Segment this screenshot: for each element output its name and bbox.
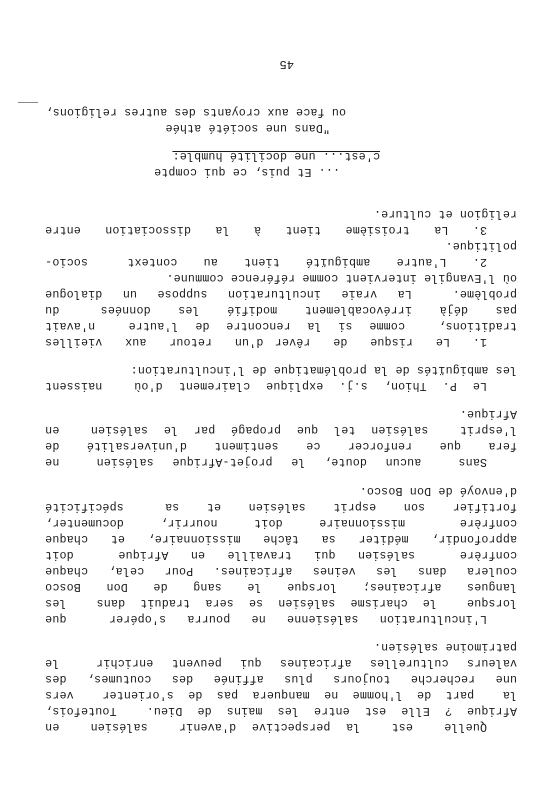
- paragraph1-line: valeurs culturelles africaines qui peuvent enrichir le: [45, 656, 517, 669]
- paragraph3-line: Afrique.: [459, 407, 517, 420]
- paragraph2-line: confrère salésien qui travaille en Afrique doit: [45, 548, 517, 561]
- paragraph1-line: Quelle est la perspective d'avenir salésien en: [45, 720, 487, 733]
- paragraph3-line: fera que renforcer ce sentiment d'universalité de: [45, 439, 517, 452]
- paragraph2-line: d'envoyé de Don Bosco.: [359, 484, 517, 497]
- paragraph1-line: une recherche toujours plus affinée des coutumes, des: [45, 672, 517, 685]
- closing-line: ... Et puis, ce qui compte: [153, 165, 340, 178]
- paragraph3-line: Sans aucun doute, le projet-Afrique salésien ne: [45, 455, 487, 468]
- paragraph1-line: patrimoine salésien.: [373, 640, 517, 653]
- list-item1-line: pas déjà irrévocablement modifié les données du: [45, 303, 517, 316]
- closing-line-underlined: c'est... une docilité humble:: [172, 149, 380, 162]
- paragraph3-line: l'esprit salésien tel que propagé par le salésien en: [45, 423, 517, 436]
- paragraph1-line: Afrique ? Elle est entre les mains de Dieu. Toutefois,: [45, 704, 517, 717]
- list-item1-line: problème. La vraie inculturation suppose un dialogue: [45, 287, 517, 300]
- list-item3-line: 3. La troisième tient à la dissociation entre: [45, 223, 487, 236]
- paragraph4-line: les ambiguïtés de la problématique de l'inculturation:: [130, 363, 517, 376]
- paragraph2-line: langues africaines; lorsque le sang de Don Bosco: [45, 580, 517, 593]
- list-item2-line: politique.: [445, 239, 517, 252]
- paragraph2-line: fortifier son esprit salésien et sa spécificité: [45, 500, 517, 513]
- paragraph2-line: coulera dans les veines africaines. Pour cela, chaque: [45, 564, 517, 577]
- list-item1-line: où l'Evangile intervient comme référence commune.: [166, 271, 517, 284]
- paragraph1-line: la part de l'homme ne manquera pas de s'orienter vers: [45, 688, 517, 701]
- paragraph2-line: lorsque le charisme salésien se sera traduit dans les: [45, 596, 517, 609]
- binding-mark: [18, 102, 38, 103]
- list-item2-line: 2. L'autre ambiguïté tient au context socio-: [45, 255, 487, 268]
- paragraph4-line: Le P. Thion, s.j. explique clairement d'où naissent: [45, 379, 487, 392]
- page-number: 45: [279, 57, 294, 71]
- list-item1-line: 1. Le risque de rêver d'un retour aux vieilles: [45, 335, 487, 348]
- paragraph2-line: L'inculturation salésienne ne pourra s'opérer que: [45, 612, 487, 625]
- quote-line: "Dans une société athée: [165, 121, 330, 134]
- list-item3-line: religion et culture.: [373, 207, 517, 220]
- paragraph2-line: confrère missionnaire doit nourrir, documenter,: [45, 516, 517, 529]
- list-item1-line: traditions, comme si la rencontre de l'autre n'avait: [45, 319, 517, 332]
- quote-line: ou face aux croyants des autres religions,: [45, 105, 346, 118]
- paragraph2-line: approfondir, méditer sa tâche missionnaire, et chaque: [45, 532, 517, 545]
